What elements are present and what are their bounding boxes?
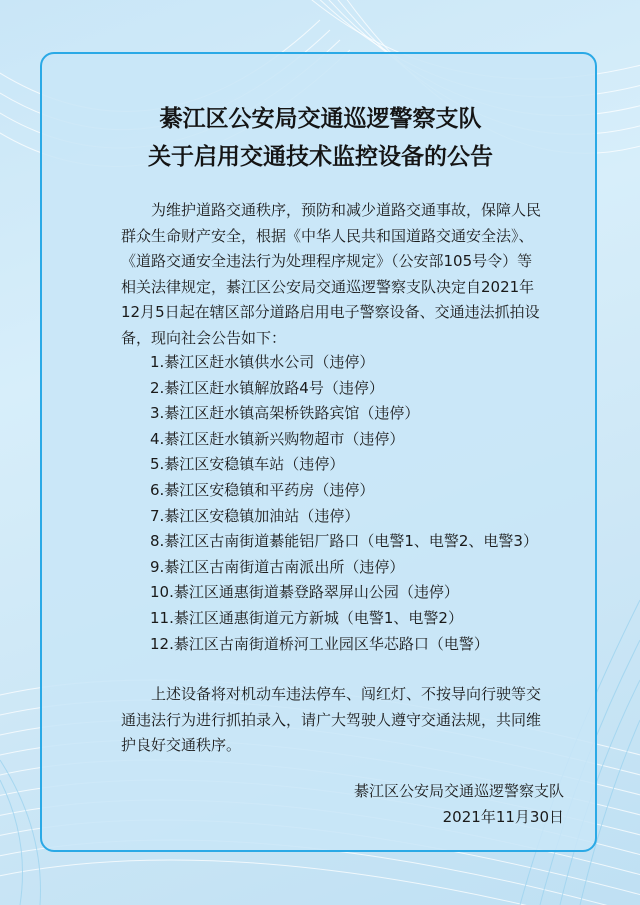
list-item: 12.綦江区古南街道桥河工业园区华芯路口（电警） <box>150 634 489 653</box>
intro-line: 《道路交通安全违法行为处理程序规定》（公安部105号令）等 <box>121 252 533 270</box>
closing-line: 上述设备将对机动车违法停车、闯红灯、不按导向行驶等交 <box>151 685 542 703</box>
list-item: 1.綦江区赶水镇供水公司（违停） <box>150 353 375 371</box>
list-item: 8.綦江区古南街道綦能铝厂路口（电警1、电警2、电警3） <box>150 532 538 551</box>
intro-line: 群众生命财产安全，根据《中华人民共和国道路交通安全法》、 <box>121 226 534 245</box>
intro-line: 为维护道路交通秩序，预防和减少道路交通事故，保障人民 <box>151 201 542 219</box>
intro-line: 12月5日起在辖区部分道路启用电子警察设备、交通违法抓拍设 <box>121 303 540 321</box>
intro-paragraph <box>121 198 581 351</box>
closing-line: 通违法行为进行抓拍录入，请广大驾驶人遵守交通法规，共同维 <box>121 710 542 729</box>
list-item: 7.綦江区安稳镇加油站（违停） <box>150 506 360 525</box>
location-list <box>150 350 538 657</box>
signature-date: 2021年11月30日 <box>442 808 564 826</box>
list-item: 3.綦江区赶水镇高架桥铁路宾馆（违停） <box>150 404 420 423</box>
intro-line: 备，现向社会公告如下： <box>121 328 287 347</box>
list-item: 10.綦江区通惠街道綦登路翠屏山公园（违停） <box>150 583 459 602</box>
intro-line: 相关法律规定，綦江区公安局交通巡逻警察支队决定自2021年 <box>121 277 535 296</box>
closing-paragraph <box>121 682 581 759</box>
notice-panel <box>40 52 597 852</box>
list-item: 6.綦江区安稳镇和平药房（违停） <box>150 480 375 499</box>
notice-title-line2: 关于启用交通技术监控设备的公告 <box>148 144 493 170</box>
notice-title-line1: 綦江区公安局交通巡逻警察支队 <box>159 106 482 132</box>
list-item: 5.綦江区安稳镇车站（违停） <box>150 455 345 474</box>
signature-organization: 綦江区公安局交通巡逻警察支队 <box>353 782 564 800</box>
list-item: 11.綦江区通惠街道元方新城（电警1、电警2） <box>150 608 463 627</box>
list-item: 4.綦江区赶水镇新兴购物超市（违停） <box>150 429 405 448</box>
list-item: 9.綦江区古南街道古南派出所（违停） <box>150 557 405 576</box>
list-item: 2.綦江区赶水镇解放路4号（违停） <box>150 378 384 397</box>
closing-line: 护良好交通秩序。 <box>121 736 242 754</box>
